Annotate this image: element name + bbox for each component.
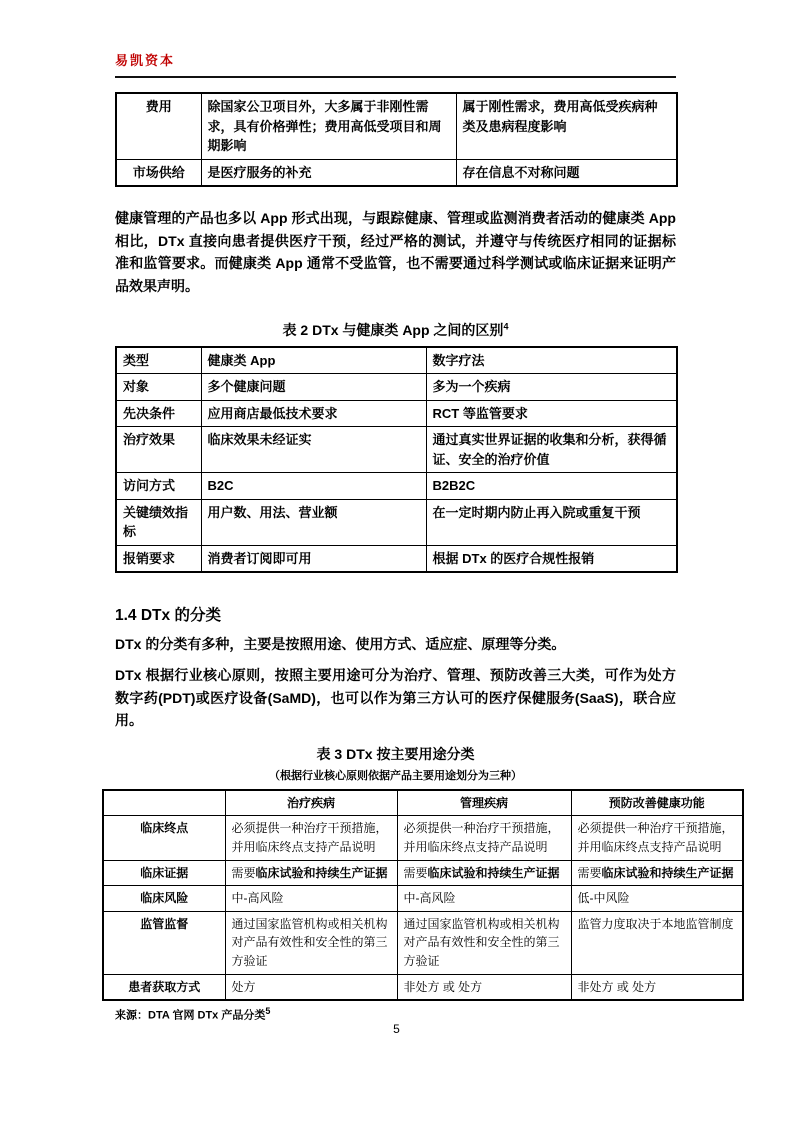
- column-header: 类型: [116, 347, 201, 374]
- table-cell: 通过国家监管机构或相关机构对产品有效性和安全性的第三方验证: [397, 911, 571, 974]
- table-cell: [225, 860, 397, 886]
- table-cell: 监管力度取决于本地监管制度: [571, 911, 743, 974]
- table-cell: 非处方 或 处方: [397, 974, 571, 1000]
- table-cell: 通过真实世界证据的收集和分析，获得循证、安全的治疗价值: [426, 427, 677, 473]
- table2-caption: [115, 320, 676, 340]
- intro-paragraph: 健康管理的产品也多以 App 形式出现，与跟踪健康、管理或监测消费者活动的健康类 App 相比，DTx 直接向患者提供医疗干预，经过严格的测试，并遵守与传统医疗相同的证据标准和监管要求。而健康类 App 通常不受监管，也不需要通过科学测试或临床证据来证明产品效果声明。: [115, 210, 676, 295]
- table-row: [116, 93, 677, 159]
- table-cell: 必须提供一种治疗干预措施，并用临床终点支持产品说明: [225, 816, 397, 860]
- table-cell: [571, 860, 743, 886]
- table-row: [103, 974, 743, 1000]
- table3-subtitle: （根据行业核心原则依据产品主要用途划分为三种）: [269, 769, 522, 782]
- footnote-ref-5: 5: [265, 1006, 271, 1017]
- table-cell: 中-高风险: [397, 886, 571, 912]
- table-row: [116, 400, 677, 427]
- table-cell: 中-高风险: [225, 886, 397, 912]
- row-label: 对象: [116, 374, 201, 401]
- table-row: [116, 159, 677, 186]
- table-cell: 应用商店最低技术要求: [201, 400, 426, 427]
- table-cell: RCT 等监管要求: [426, 400, 677, 427]
- header-divider: [115, 76, 676, 78]
- table-cell: 必须提供一种治疗干预措施，并用临床终点支持产品说明: [571, 816, 743, 860]
- row-label: 市场供给: [116, 159, 201, 186]
- row-label: 监管监督: [103, 911, 225, 974]
- cost-supply-comparison-table: [115, 92, 678, 187]
- column-header: 管理疾病: [397, 790, 571, 816]
- cell-text-bold: 临床试验和持续生产证据: [255, 865, 388, 880]
- table-row: [116, 427, 677, 473]
- table2-caption-text: 表 2 DTx 与健康类 App 之间的区别: [282, 321, 504, 338]
- table-row: [103, 911, 743, 974]
- cell-text: 需要: [231, 865, 256, 880]
- page-number: 5: [393, 1022, 400, 1036]
- table3-caption: 表 3 DTx 按主要用途分类: [316, 745, 475, 762]
- column-header: 治疗疾病: [225, 790, 397, 816]
- row-label: 临床证据: [103, 860, 225, 886]
- table-cell: B2C: [201, 473, 426, 500]
- table-cell: 临床效果未经证实: [201, 427, 426, 473]
- table-cell: 通过国家监管机构或相关机构对产品有效性和安全性的第三方验证: [225, 911, 397, 974]
- table-row: [116, 473, 677, 500]
- corner-cell: [103, 790, 225, 816]
- table-header-row: [103, 790, 743, 816]
- table-row: [103, 816, 743, 860]
- table-cell: 低-中风险: [571, 886, 743, 912]
- dtx-vs-health-app-table: [115, 346, 678, 574]
- company-logo: 易凯资本: [115, 53, 176, 68]
- table-cell: 存在信息不对称问题: [456, 159, 677, 186]
- classification-paragraph-1: DTx 的分类有多种，主要是按照用途、使用方式、适应症、原理等分类。: [115, 636, 566, 653]
- page-header: [115, 50, 676, 78]
- table-row: [103, 886, 743, 912]
- table-cell: [397, 860, 571, 886]
- footnote-ref-4: 4: [503, 321, 509, 332]
- column-header: 健康类 App: [201, 347, 426, 374]
- cell-text: 需要: [403, 865, 428, 880]
- table-cell: 是医疗服务的补充: [201, 159, 456, 186]
- row-label: 先决条件: [116, 400, 201, 427]
- source-text: 来源：DTA 官网 DTx 产品分类: [115, 1009, 266, 1022]
- section-heading-1-4: 1.4 DTx 的分类: [115, 607, 221, 625]
- column-header: 数字疗法: [426, 347, 677, 374]
- table-cell: B2B2C: [426, 473, 677, 500]
- table-cell: 除国家公卫项目外，大多属于非刚性需求，具有价格弹性；费用高低受项目和周期影响: [201, 93, 456, 159]
- row-label: 费用: [116, 93, 201, 159]
- table-cell: 在一定时期内防止再入院或重复干预: [426, 499, 677, 545]
- table-cell: 属于刚性需求，费用高低受疾病种类及患病程度影响: [456, 93, 677, 159]
- table-cell: 根据 DTx 的医疗合规性报销: [426, 545, 677, 572]
- cell-text-bold: 临床试验和持续生产证据: [601, 865, 734, 880]
- table-header-row: [116, 347, 677, 374]
- row-label: 临床终点: [103, 816, 225, 860]
- cell-text: 需要: [577, 865, 602, 880]
- row-label: 关键绩效指标: [116, 499, 201, 545]
- table-cell: 用户数、用法、营业额: [201, 499, 426, 545]
- row-label: 患者获取方式: [103, 974, 225, 1000]
- source-note: [115, 1006, 676, 1023]
- row-label: 治疗效果: [116, 427, 201, 473]
- dtx-usage-classification-table: [102, 789, 744, 1001]
- row-label: 临床风险: [103, 886, 225, 912]
- table-cell: 非处方 或 处方: [571, 974, 743, 1000]
- table-cell: 必须提供一种治疗干预措施，并用临床终点支持产品说明: [397, 816, 571, 860]
- row-label: 报销要求: [116, 545, 201, 572]
- table-row: [103, 860, 743, 886]
- table-row: [116, 374, 677, 401]
- table-cell: 多个健康问题: [201, 374, 426, 401]
- table-row: [116, 499, 677, 545]
- row-label: 访问方式: [116, 473, 201, 500]
- column-header: 预防改善健康功能: [571, 790, 743, 816]
- table-cell: 消费者订阅即可用: [201, 545, 426, 572]
- classification-paragraph-2: DTx 根据行业核心原则，按照主要用途可分为治疗、管理、预防改善三大类，可作为处方数字药(PDT)或医疗设备(SaMD)，也可以作为第三方认可的医疗保健服务(SaaS)，联合应用。: [115, 666, 676, 729]
- table-cell: 处方: [225, 974, 397, 1000]
- table-cell: 多为一个疾病: [426, 374, 677, 401]
- table-row: [116, 545, 677, 572]
- cell-text-bold: 临床试验和持续生产证据: [427, 865, 560, 880]
